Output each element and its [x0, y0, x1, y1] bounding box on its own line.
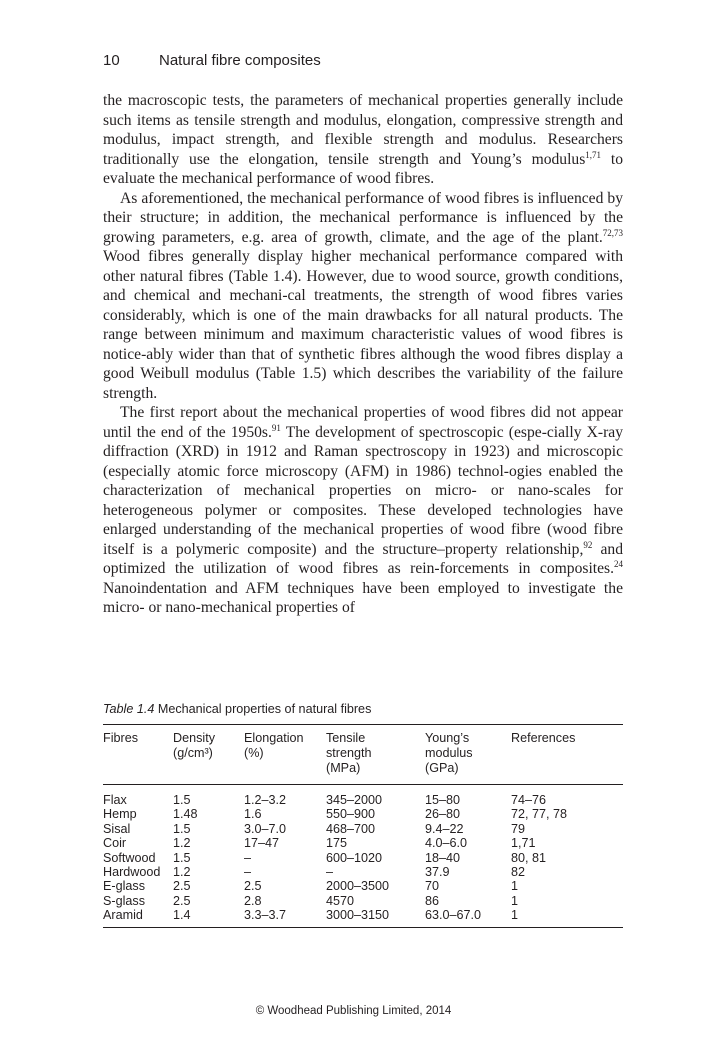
table-cell: 1.2–3.2	[244, 793, 287, 807]
table-cell: 1	[511, 908, 623, 927]
table-cell: Aramid	[103, 908, 173, 927]
text-run: The first report about the mechanical properties of wood fibres did not appear until the end of the 1950s.	[103, 404, 623, 441]
text-run: the macroscopic tests, the parameters of mechanical properties generally include such items as tensile strength and modulus, elongation, compressive strength and modulus, impact strength, and flexible strength and modulus. Researchers traditionally use the elongation, tensile strength and Young’s modulus	[103, 92, 623, 168]
table-cell: 2.8	[244, 893, 262, 908]
column-header-line: (GPa)	[425, 761, 459, 775]
table-cell: –	[244, 865, 252, 880]
column-header-line: Density	[173, 731, 215, 745]
column-header	[173, 725, 244, 785]
table-cell: 468–700	[326, 821, 376, 836]
table-row	[103, 908, 623, 927]
table-cell: 1.48	[173, 807, 198, 822]
table-cell: 1.5	[173, 850, 191, 865]
table-cell: 9.4–22	[425, 821, 464, 836]
table-cell: 18–40	[425, 850, 461, 865]
properties-table	[103, 724, 623, 928]
table-cell: 1.4	[173, 908, 244, 927]
table-row	[103, 807, 623, 821]
text-run: The development of spectroscopic (espe-cially X-ray diffraction (XRD) in 1912 and Raman spectroscopy in 1923) and microscopic (especially atomic force microscopy (AFM) in 1986) technol-ogies enabled the characterization of mechanical properties on micro- or nano-scales for heterogeneous polymer or composites. These developed technologies have enlarged understanding of the mechanical properties of wood fibre (wood fibre itself is a polymeric composite) and the structure–property relationship,	[103, 423, 623, 558]
column-header-line: (MPa)	[326, 761, 361, 775]
text-run: As aforementioned, the mechanical performance of wood fibres is influenced by their structure; in addition, the mechanical performance is influenced by the growing parameters, e.g. area of growth, climate, and the age of the plant.	[103, 189, 623, 246]
table-caption	[103, 702, 623, 716]
table-cell: 600–1020	[326, 850, 383, 865]
running-title: Natural fibre composites	[159, 52, 321, 69]
table-cell: 2.5	[244, 879, 262, 894]
table-cell: 3000–3150	[326, 908, 425, 927]
running-head	[103, 52, 321, 69]
text-run: Nanoindentation and AFM techniques have been employed to investigate the micro- or nano-mechanical properties of	[103, 579, 623, 616]
citation-superscript: 92	[583, 539, 593, 550]
table-row	[103, 822, 623, 836]
text-run: and optimized the utilization of wood fibres as rein-forcements in composites.	[103, 540, 623, 577]
citation-superscript: 91	[271, 422, 281, 433]
paragraph	[103, 189, 623, 404]
table-cell: 17–47	[244, 836, 280, 851]
text-run: Wood fibres generally display higher mechanical performance compared with other natural fibres (Table 1.4). However, due to wood source, growth conditions, and chemical and mechani-cal treatments, the strength of wood fibres varies considerably, which is one of the main drawbacks for all natural products. The range between minimum and maximum characteristic values of wood fibres is notice-ably wider than that of synthetic fibres although the wood fibres display a good Weibull modulus (Table 1.5) which describes the variability of the failure strength.	[103, 248, 623, 402]
column-header-line: (%)	[244, 746, 264, 760]
table-cell: 86	[425, 893, 440, 908]
citation-superscript: 1,71	[585, 149, 602, 160]
column-header	[326, 725, 425, 785]
column-header-line: (g/cm³)	[173, 746, 213, 760]
column-header-line: strength	[326, 746, 372, 760]
table-cell: 1	[511, 879, 519, 894]
table-cell: 4570	[326, 893, 355, 908]
table-cell: 37.9	[425, 865, 450, 880]
table-cell: 1.6	[244, 807, 262, 822]
table-cell: 82	[511, 865, 526, 880]
column-header-line: Elongation	[244, 731, 304, 745]
table-row	[103, 879, 623, 893]
paragraph	[103, 403, 623, 618]
column-header-line: Tensile	[326, 731, 366, 745]
table-cell: 63.0–67.0	[425, 908, 511, 927]
table-cell: 74–76	[511, 793, 547, 807]
table-cell: Sisal	[103, 821, 131, 836]
column-header	[511, 725, 623, 785]
table-cell: 1,71	[511, 836, 536, 851]
table-cell: 175	[326, 836, 348, 851]
table-cell: 70	[425, 879, 440, 894]
copyright-footer: © Woodhead Publishing Limited, 2014	[255, 1005, 452, 1017]
table-cell: 1.5	[173, 821, 191, 836]
table-cell: 1.5	[173, 793, 191, 807]
column-header-line: modulus	[425, 746, 473, 760]
citation-superscript: 72,73	[602, 227, 623, 238]
table-cell: 79	[511, 821, 526, 836]
column-header-line: Fibres	[103, 731, 138, 745]
table-header-row	[103, 725, 623, 785]
column-header	[244, 725, 326, 785]
table-row	[103, 785, 623, 808]
table-cell: Coir	[103, 836, 127, 851]
table-row	[103, 865, 623, 879]
table-row	[103, 894, 623, 908]
table-cell: –	[326, 865, 334, 880]
table-label: Table 1.4	[103, 702, 155, 716]
table-cell: 1.2	[173, 865, 191, 880]
table-cell: E-glass	[103, 879, 145, 894]
paragraph	[103, 91, 623, 189]
table-cell: 80, 81	[511, 850, 547, 865]
table-row	[103, 851, 623, 865]
table-cell: 72, 77, 78	[511, 807, 568, 822]
table-cell: 4.0–6.0	[425, 836, 468, 851]
table-cell: 2.5	[173, 893, 191, 908]
table-cell: 345–2000	[326, 793, 383, 807]
table-cell: 26–80	[425, 807, 461, 822]
table-cell: Hardwood	[103, 865, 161, 880]
table-cell: 15–80	[425, 793, 461, 807]
citation-superscript: 24	[614, 559, 623, 569]
table-cell: 1	[511, 893, 519, 908]
page-number: 10	[103, 52, 120, 69]
table-cell: Hemp	[103, 807, 137, 822]
table-cell: 2.5	[173, 879, 191, 894]
table-1-4	[103, 702, 623, 928]
column-header-line: Young’s	[425, 731, 470, 745]
table-cell: 1.2	[173, 836, 191, 851]
column-header	[103, 725, 173, 785]
table-cell: 2000–3500	[326, 879, 390, 894]
table-cell: 550–900	[326, 807, 376, 822]
table-cell: 3.0–7.0	[244, 821, 287, 836]
table-row	[103, 836, 623, 850]
table-cell: –	[244, 850, 252, 865]
table-cell: Flax	[103, 793, 127, 807]
table-cell: Softwood	[103, 850, 156, 865]
column-header-line: References	[511, 731, 576, 745]
body-text	[103, 91, 623, 618]
table-cell: 3.3–3.7	[244, 908, 326, 927]
table-body	[103, 785, 623, 928]
text-run: to evaluate the mechanical performance of wood fibres.	[103, 150, 623, 187]
table-title: Mechanical properties of natural fibres	[157, 702, 372, 716]
table-cell: S-glass	[103, 893, 145, 908]
column-header	[425, 725, 511, 785]
